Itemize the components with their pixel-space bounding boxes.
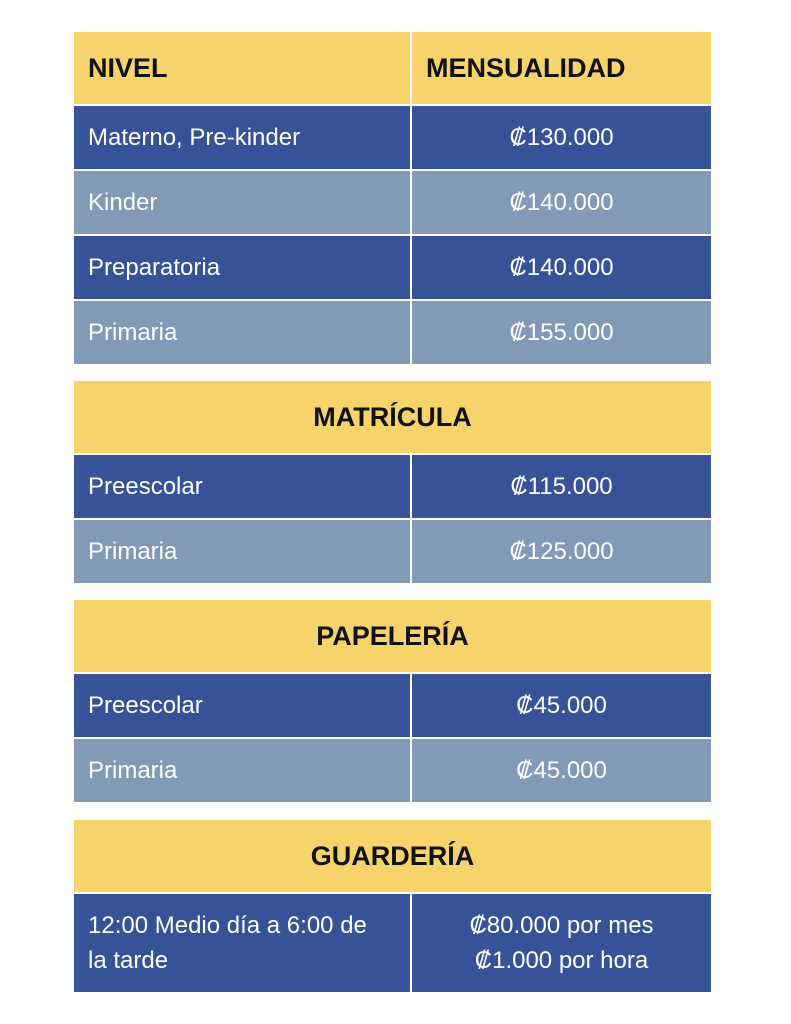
level-cell: Primaria — [74, 520, 412, 583]
table-row — [74, 672, 711, 737]
level-cell: Primaria — [74, 739, 412, 802]
fee-per-month: ₡80.000 por mes — [469, 912, 654, 939]
table-row — [74, 169, 711, 234]
matricula-title: MATRÍCULA — [74, 381, 711, 453]
fee-cell: ₡45.000 — [412, 674, 711, 737]
level-cell: Preparatoria — [74, 236, 412, 299]
papeleria-header-row — [74, 600, 711, 672]
fee-cell: ₡115.000 — [412, 455, 711, 518]
table-row — [74, 104, 711, 169]
guarderia-table — [74, 820, 711, 992]
header-mensualidad: MENSUALIDAD — [412, 32, 711, 104]
table-row — [74, 234, 711, 299]
fee-cell: ₡45.000 — [412, 739, 711, 802]
schedule-cell — [74, 894, 412, 992]
level-cell: Primaria — [74, 301, 412, 364]
level-cell: Preescolar — [74, 455, 412, 518]
guarderia-title: GUARDERÍA — [74, 820, 711, 892]
fee-per-hour: ₡1.000 por hora — [474, 947, 649, 974]
fee-cell: ₡130.000 — [412, 106, 711, 169]
schedule-line-2: la tarde — [88, 947, 169, 974]
fee-cell: ₡125.000 — [412, 520, 711, 583]
level-cell: Kinder — [74, 171, 412, 234]
header-nivel: NIVEL — [74, 32, 412, 104]
matricula-header-row — [74, 381, 711, 453]
papeleria-title: PAPELERÍA — [74, 600, 711, 672]
table-row — [74, 453, 711, 518]
schedule-line-1: 12:00 Medio día a 6:00 de — [88, 912, 367, 939]
fee-cell: ₡140.000 — [412, 171, 711, 234]
guarderia-header-row — [74, 820, 711, 892]
guarderia-fee-cell — [412, 894, 711, 992]
level-cell: Preescolar — [74, 674, 412, 737]
fee-cell: ₡155.000 — [412, 301, 711, 364]
matricula-table — [74, 381, 711, 583]
table-row — [74, 518, 711, 583]
fee-cell: ₡140.000 — [412, 236, 711, 299]
level-cell: Materno, Pre-kinder — [74, 106, 412, 169]
mensualidad-table — [74, 32, 711, 364]
table-row — [74, 299, 711, 364]
papeleria-table — [74, 600, 711, 802]
mensualidad-header-row — [74, 32, 711, 104]
table-row — [74, 892, 711, 992]
table-row — [74, 737, 711, 802]
